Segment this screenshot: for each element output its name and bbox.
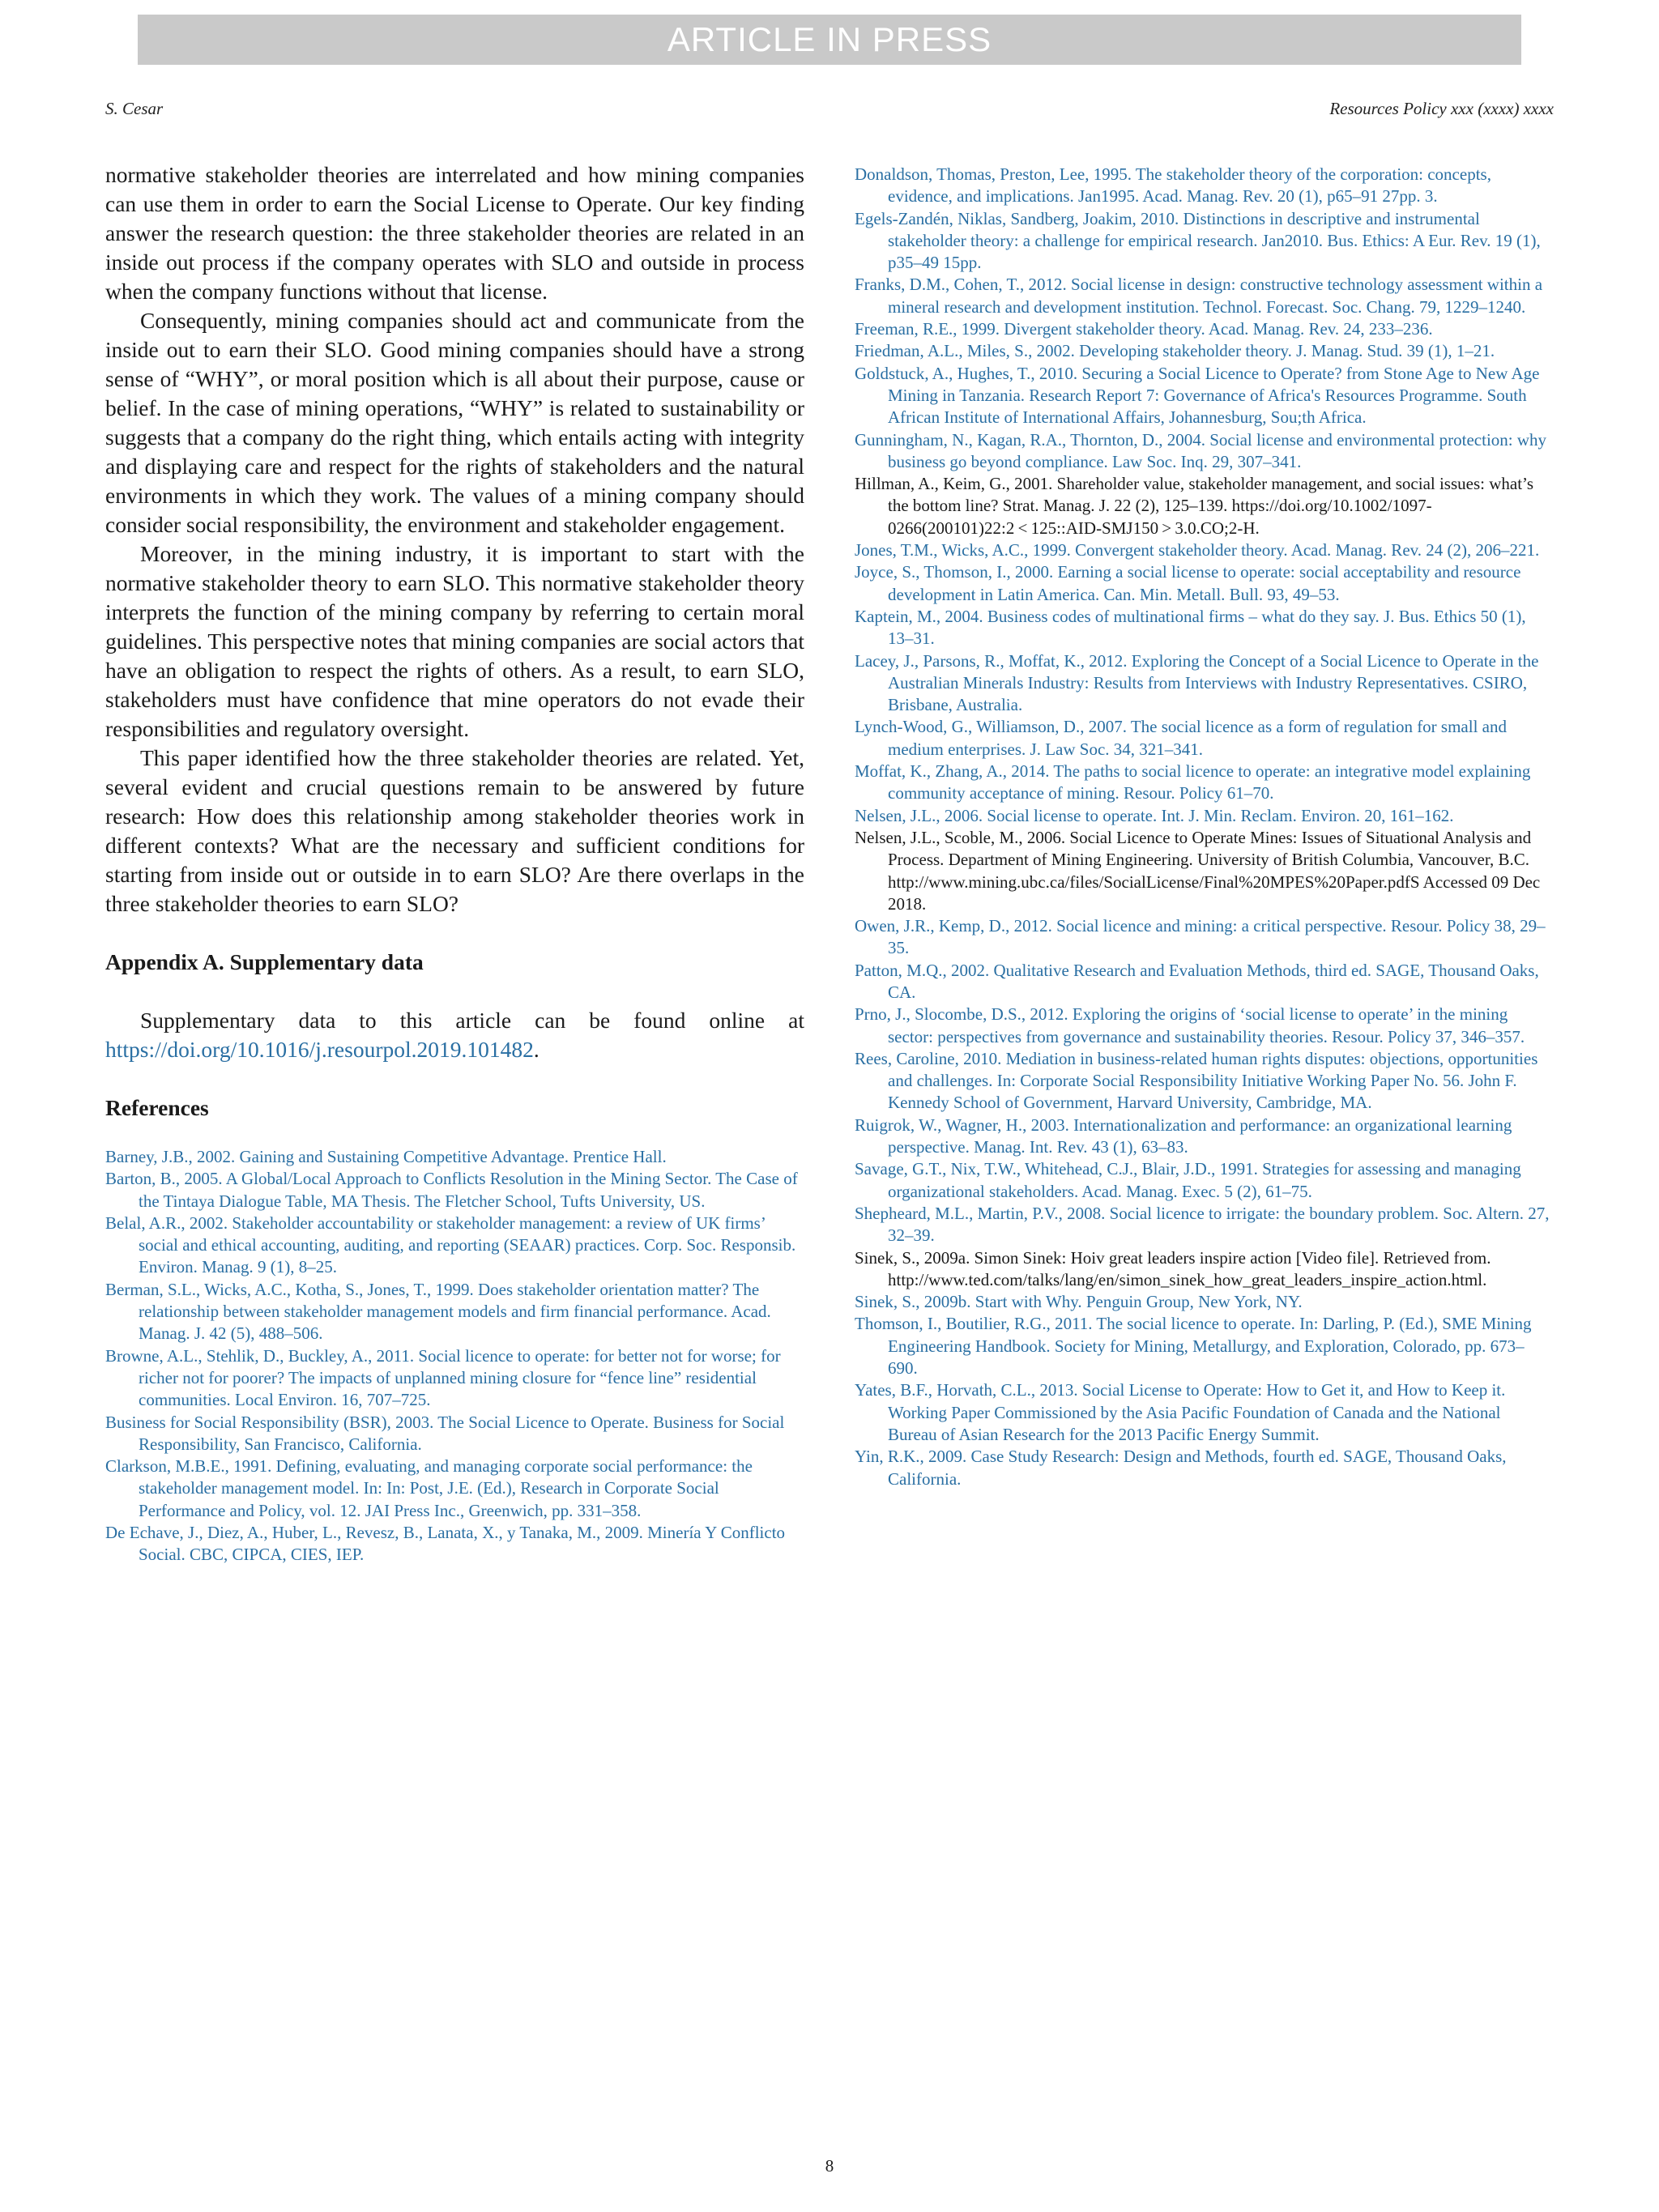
reference-item[interactable]: Goldstuck, A., Hughes, T., 2010. Securing a Social Licence to Operate? from Stone Age to New Age Mining in Tanzania. Research Report 7: Governance of Africa's Resources Programme. South African Institute of International Affairs, Johannesburg, Sou;th Africa. xyxy=(855,363,1540,428)
body-paragraph-2: Consequently, mining companies should act and communicate from the inside out to earn their SLO. Good mining companies should have a strong sense of “WHY”, or moral position which is all about their purpose, cause or belief. In the case of mining operations, “WHY” is related to sustainability or suggests that a company do the right thing, which entails acting with integrity and displaying care and respect for the rights of stakeholders and the natural environments in which they work. The values of a mining company should consider social responsibility, the environment and stakeholder engagement. xyxy=(105,308,804,537)
reference-item[interactable]: Prno, J., Slocombe, D.S., 2012. Exploring the origins of ‘social license to operate’ in the mining sector: perspectives from governance and sustainability theories. Resour. Policy 37, 346–357. xyxy=(855,1004,1525,1046)
article-in-press-banner: ARTICLE IN PRESS xyxy=(138,15,1521,65)
reference-item[interactable]: Shepheard, M.L., Martin, P.V., 2008. Social licence to irrigate: the boundary problem. Soc. Altern. 27, 32–39. xyxy=(855,1203,1550,1246)
reference-item[interactable]: Ruigrok, W., Wagner, H., 2003. Internationalization and performance: an organizational learning perspective. Manag. Int. Rev. 43 (1), 63–83. xyxy=(855,1115,1512,1157)
reference-item[interactable]: Egels-Zandén, Niklas, Sandberg, Joakim, 2010. Distinctions in descriptive and instrumental stakeholder theory: a challenge for empirical research. Jan2010. Bus. Ethics: A Eur. Rev. 19 (1), p35–49 15pp. xyxy=(855,208,1541,273)
reference-item[interactable]: Donaldson, Thomas, Preston, Lee, 1995. The stakeholder theory of the corporation: concepts, evidence, and implications. Jan1995. Acad. Manag. Rev. 20 (1), p65–91 27pp. 3. xyxy=(855,164,1491,207)
reference-item[interactable]: Moffat, K., Zhang, A., 2014. The paths to social licence to operate: an integrative model explaining community acceptance of mining. Resour. Policy 61–70. xyxy=(855,761,1531,803)
running-header-journal: Resources Policy xxx (xxxx) xxxx xyxy=(1329,99,1554,118)
reference-item[interactable]: Nelsen, J.L., 2006. Social license to operate. Int. J. Min. Reclam. Environ. 20, 161–162. xyxy=(855,805,1454,825)
body-paragraph-4: This paper identified how the three stakeholder theories are related. Yet, several evident and crucial questions remain to be answered by future research: How does this relationship among stakeholder theories work in different contexts? What are the necessary and sufficient conditions for starting from inside out or outside in to earn SLO? Are there overlaps in the three stakeholder theories to earn SLO? xyxy=(105,745,804,916)
reference-item[interactable]: Barton, B., 2005. A Global/Local Approach to Conflicts Resolution in the Mining Sector. The Case of the Tintaya Dialogue Table, MA Thesis. The Fletcher School, Tufts University, US. xyxy=(105,1169,798,1211)
reference-item[interactable]: Patton, M.Q., 2002. Qualitative Research and Evaluation Methods, third ed. SAGE, Thousand Oaks, CA. xyxy=(855,960,1539,1002)
reference-item[interactable]: Barney, J.B., 2002. Gaining and Sustaining Competitive Advantage. Prentice Hall. xyxy=(105,1147,667,1166)
references-list-right xyxy=(855,164,1554,1490)
reference-item[interactable]: Business for Social Responsibility (BSR), 2003. The Social Licence to Operate. Business for Social Responsibility, San Francisco, California. xyxy=(105,1412,785,1454)
appendix-heading: Appendix A. Supplementary data xyxy=(105,949,424,974)
body-paragraph-3: Moreover, in the mining industry, it is important to start with the normative stakeholder theory to earn SLO. This normative stakeholder theory interprets the function of the mining company by referring to certain moral guidelines. This perspective notes that mining companies are social actors that have an obligation to respect the rights of others. As a result, to earn SLO, stakeholders must have confidence that mine operators do not evade their responsibilities and regulatory oversight. xyxy=(105,541,804,741)
appendix-text-end: . xyxy=(533,1037,539,1062)
reference-item[interactable]: Nelsen, J.L., Scoble, M., 2006. Social Licence to Operate Mines: Issues of Situational Analysis and Process. Department of Mining Engineering. University of British Columbia, Vancouver, B.C. http://www.mining.ubc.ca/files/SocialLicense/Final%20MPES%20Paper.pdfS Accessed 09 Dec 2018. xyxy=(855,827,1541,914)
reference-item[interactable]: Yates, B.F., Horvath, C.L., 2013. Social License to Operate: How to Get it, and How to Keep it. Working Paper Commissioned by the Asia Pacific Foundation of Canada and the National Bureau of Asian Research for the 2013 Pacific Energy Summit. xyxy=(855,1380,1506,1444)
reference-item[interactable]: Belal, A.R., 2002. Stakeholder accountability or stakeholder management: a review of UK firms’ social and ethical accounting, auditing, and reporting (SEAAR) practices. Corp. Soc. Responsib. Environ. Manag. 9 (1), 8–25. xyxy=(105,1213,796,1277)
reference-item[interactable]: Gunningham, N., Kagan, R.A., Thornton, D., 2004. Social license and environmental protection: why business go beyond compliance. Law Soc. Inq. 29, 307–341. xyxy=(855,429,1547,471)
reference-item[interactable]: Owen, J.R., Kemp, D., 2012. Social licence and mining: a critical perspective. Resour. Policy 38, 29–35. xyxy=(855,916,1546,958)
references-heading: References xyxy=(105,1095,209,1120)
reference-item[interactable]: Hillman, A., Keim, G., 2001. Shareholder value, stakeholder management, and social issues: what’s the bottom line? Strat. Manag. J. 22 (2), 125–139. https://doi.org/10.1002/1097-0266(200101)22:2 < 125::AID-SMJ150 > 3.0.CO;2-H. xyxy=(855,474,1534,538)
left-column xyxy=(105,160,804,1566)
reference-item[interactable]: Clarkson, M.B.E., 1991. Defining, evaluating, and managing corporate social performance: the stakeholder management model. In: In: Post, J.E. (Ed.), Research in Corporate Social Performance and Policy, vol. 12. JAI Press Inc., Greenwich, pp. 331–358. xyxy=(105,1456,753,1520)
reference-item[interactable]: Kaptein, M., 2004. Business codes of multinational firms – what do they say. J. Bus. Ethics 50 (1), 13–31. xyxy=(855,606,1526,649)
appendix-text: Supplementary data to this article can be found online at xyxy=(140,1008,804,1033)
reference-item[interactable]: Savage, G.T., Nix, T.W., Whitehead, C.J., Blair, J.D., 1991. Strategies for assessing and managing organizational stakeholders. Acad. Manag. Exec. 5 (2), 61–75. xyxy=(855,1159,1521,1201)
reference-item[interactable]: Sinek, S., 2009b. Start with Why. Penguin Group, New York, NY. xyxy=(855,1292,1303,1312)
reference-item[interactable]: Lynch-Wood, G., Williamson, D., 2007. The social licence as a form of regulation for small and medium enterprises. J. Law Soc. 34, 321–341. xyxy=(855,717,1507,759)
reference-item[interactable]: Yin, R.K., 2009. Case Study Research: Design and Methods, fourth ed. SAGE, Thousand Oaks, California. xyxy=(855,1447,1507,1489)
reference-item[interactable]: Sinek, S., 2009a. Simon Sinek: Hoiv great leaders inspire action [Video file]. Retrieved from. http://www.ted.com/talks/lang/en/simon_sinek_how_great_leaders_inspire_action.html. xyxy=(855,1247,1491,1289)
reference-item[interactable]: Lacey, J., Parsons, R., Moffat, K., 2012. Exploring the Concept of a Social Licence to Operate in the Australian Minerals Industry: Results from Interviews with Industry Representatives. CSIRO, Brisbane, Australia. xyxy=(855,650,1539,715)
reference-item[interactable]: Freeman, R.E., 1999. Divergent stakeholder theory. Acad. Manag. Rev. 24, 233–236. xyxy=(855,319,1433,339)
references-list-left xyxy=(105,1146,804,1566)
reference-item[interactable]: Friedman, A.L., Miles, S., 2002. Developing stakeholder theory. J. Manag. Stud. 39 (1), 1–21. xyxy=(855,341,1495,361)
appendix-paragraph xyxy=(105,1006,804,1064)
reference-item[interactable]: Browne, A.L., Stehlik, D., Buckley, A., 2011. Social licence to operate: for better not for worse; for richer not for poorer? The impacts of unplanned mining closure for “fence line” residential communities. Local Environ. 16, 707–725. xyxy=(105,1345,781,1410)
running-header-author: S. Cesar xyxy=(105,99,164,118)
reference-item[interactable]: De Echave, J., Diez, A., Huber, L., Revesz, B., Lanata, X., y Tanaka, M., 2009. Minería Y Conflicto Social. CBC, CIPCA, CIES, IEP. xyxy=(105,1523,786,1565)
reference-item[interactable]: Thomson, I., Boutilier, R.G., 2011. The social licence to operate. In: Darling, P. (Ed.), SME Mining Engineering Handbook. Society for Mining, Metallurgy, and Exploration, Colorado, pp. 673–690. xyxy=(855,1314,1532,1379)
reference-item[interactable]: Rees, Caroline, 2010. Mediation in business-related human rights disputes: objections, opportunities and challenges. In: Corporate Social Responsibility Initiative Working Paper No. 56. John F. Kennedy School of Government, Harvard University, Cambridge, MA. xyxy=(855,1048,1538,1113)
reference-item[interactable]: Franks, D.M., Cohen, T., 2012. Social license in design: constructive technology assessment within a mineral research and development institution. Technol. Forecast. Soc. Chang. 79, 1229–1240. xyxy=(855,275,1543,317)
right-column xyxy=(855,164,1554,1490)
reference-item[interactable]: Joyce, S., Thomson, I., 2000. Earning a social license to operate: social acceptability and resource development in Latin America. Can. Min. Metall. Bull. 93, 49–53. xyxy=(855,562,1521,604)
page-number: 8 xyxy=(825,2156,834,2176)
reference-item[interactable]: Jones, T.M., Wicks, A.C., 1999. Convergent stakeholder theory. Acad. Manag. Rev. 24 (2), 206–221. xyxy=(855,540,1540,560)
body-paragraph-1: normative stakeholder theories are interrelated and how mining companies can use them in order to earn the Social License to Operate. Our key finding answer the research question: the three stakeholder theories are related in an inside out process if the company operates with SLO and outside in process when the company functions without that license. xyxy=(105,162,804,304)
supplementary-doi-link[interactable]: https://doi.org/10.1016/j.resourpol.2019.101482 xyxy=(105,1037,534,1062)
reference-item[interactable]: Berman, S.L., Wicks, A.C., Kotha, S., Jones, T., 1999. Does stakeholder orientation matter? The relationship between stakeholder management models and firm financial performance. Acad. Manag. J. 42 (5), 488–506. xyxy=(105,1279,771,1344)
